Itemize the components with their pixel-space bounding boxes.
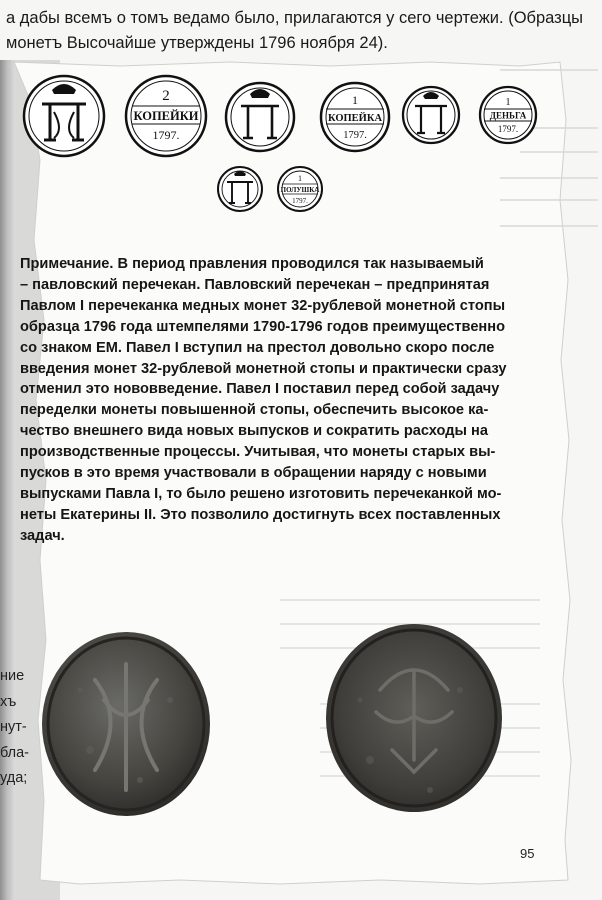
coin-4-year: 1797. [292,197,308,205]
coin-4-number: 1 [298,174,302,183]
coin-1-word: КОПЕЙКИ [133,109,199,123]
coin-drawing-2-kopeki [20,72,210,160]
coin-3-year: 1797. [497,124,519,134]
coin-drawing-1-denga [400,82,540,148]
previous-page-text-fragments: ние хъ нут- бла- уда; [0,668,30,786]
coin-drawing-1-polushka [216,163,326,215]
coin-1-year: 1797. [152,128,180,142]
coin-2-year: 1797. [343,130,367,141]
coin-3-word: ДЕНЬГА [489,110,527,121]
page-number: 95 [520,846,535,861]
intro-text: а дабы всемъ о томъ ведамо было, прилагаются у сего чертежи. (Образцы монетъ Высочайше утверждены 1796 ноября 24). [6,9,584,52]
coin-3-number: 1 [505,97,511,108]
coin-drawing-1-kopeika [222,78,394,156]
coin-1-number: 2 [162,88,170,104]
coin-2-word: КОПЕЙКА [327,113,383,124]
coin-4-word: ПОЛУШКА [280,186,320,194]
coin-2-number: 1 [352,93,358,107]
note-paragraph: Примечание. В период правления проводился так называемый – павловский перечекан. Павловский перечекан – предпринятая Павлом I перечеканка медных монет 32-рублевой монетной стопы образца 1796 года штемпелями 1790-1796 годов преимущественно со знаком ЕМ. Павел I вступил на престол довольно скоро после введения монет 32-рублевой монетной стопы и практически сразу отменил это нововведение. Павел I поставил перед собой задачу переделки монеты повышенной стопы, обеспечить высокое ка- чество внешнего вида новых выпусков и сократить расходы на производственные процессы. Учитывая, что монеты старых вы- пусков в это время участвовали в обращении наряду с новыми выпусками Павла I, то было решено изготовить перечеканкой мо- неты Екатерины II. Это позволило достигнуть всех поставленных задач. [20,256,507,544]
